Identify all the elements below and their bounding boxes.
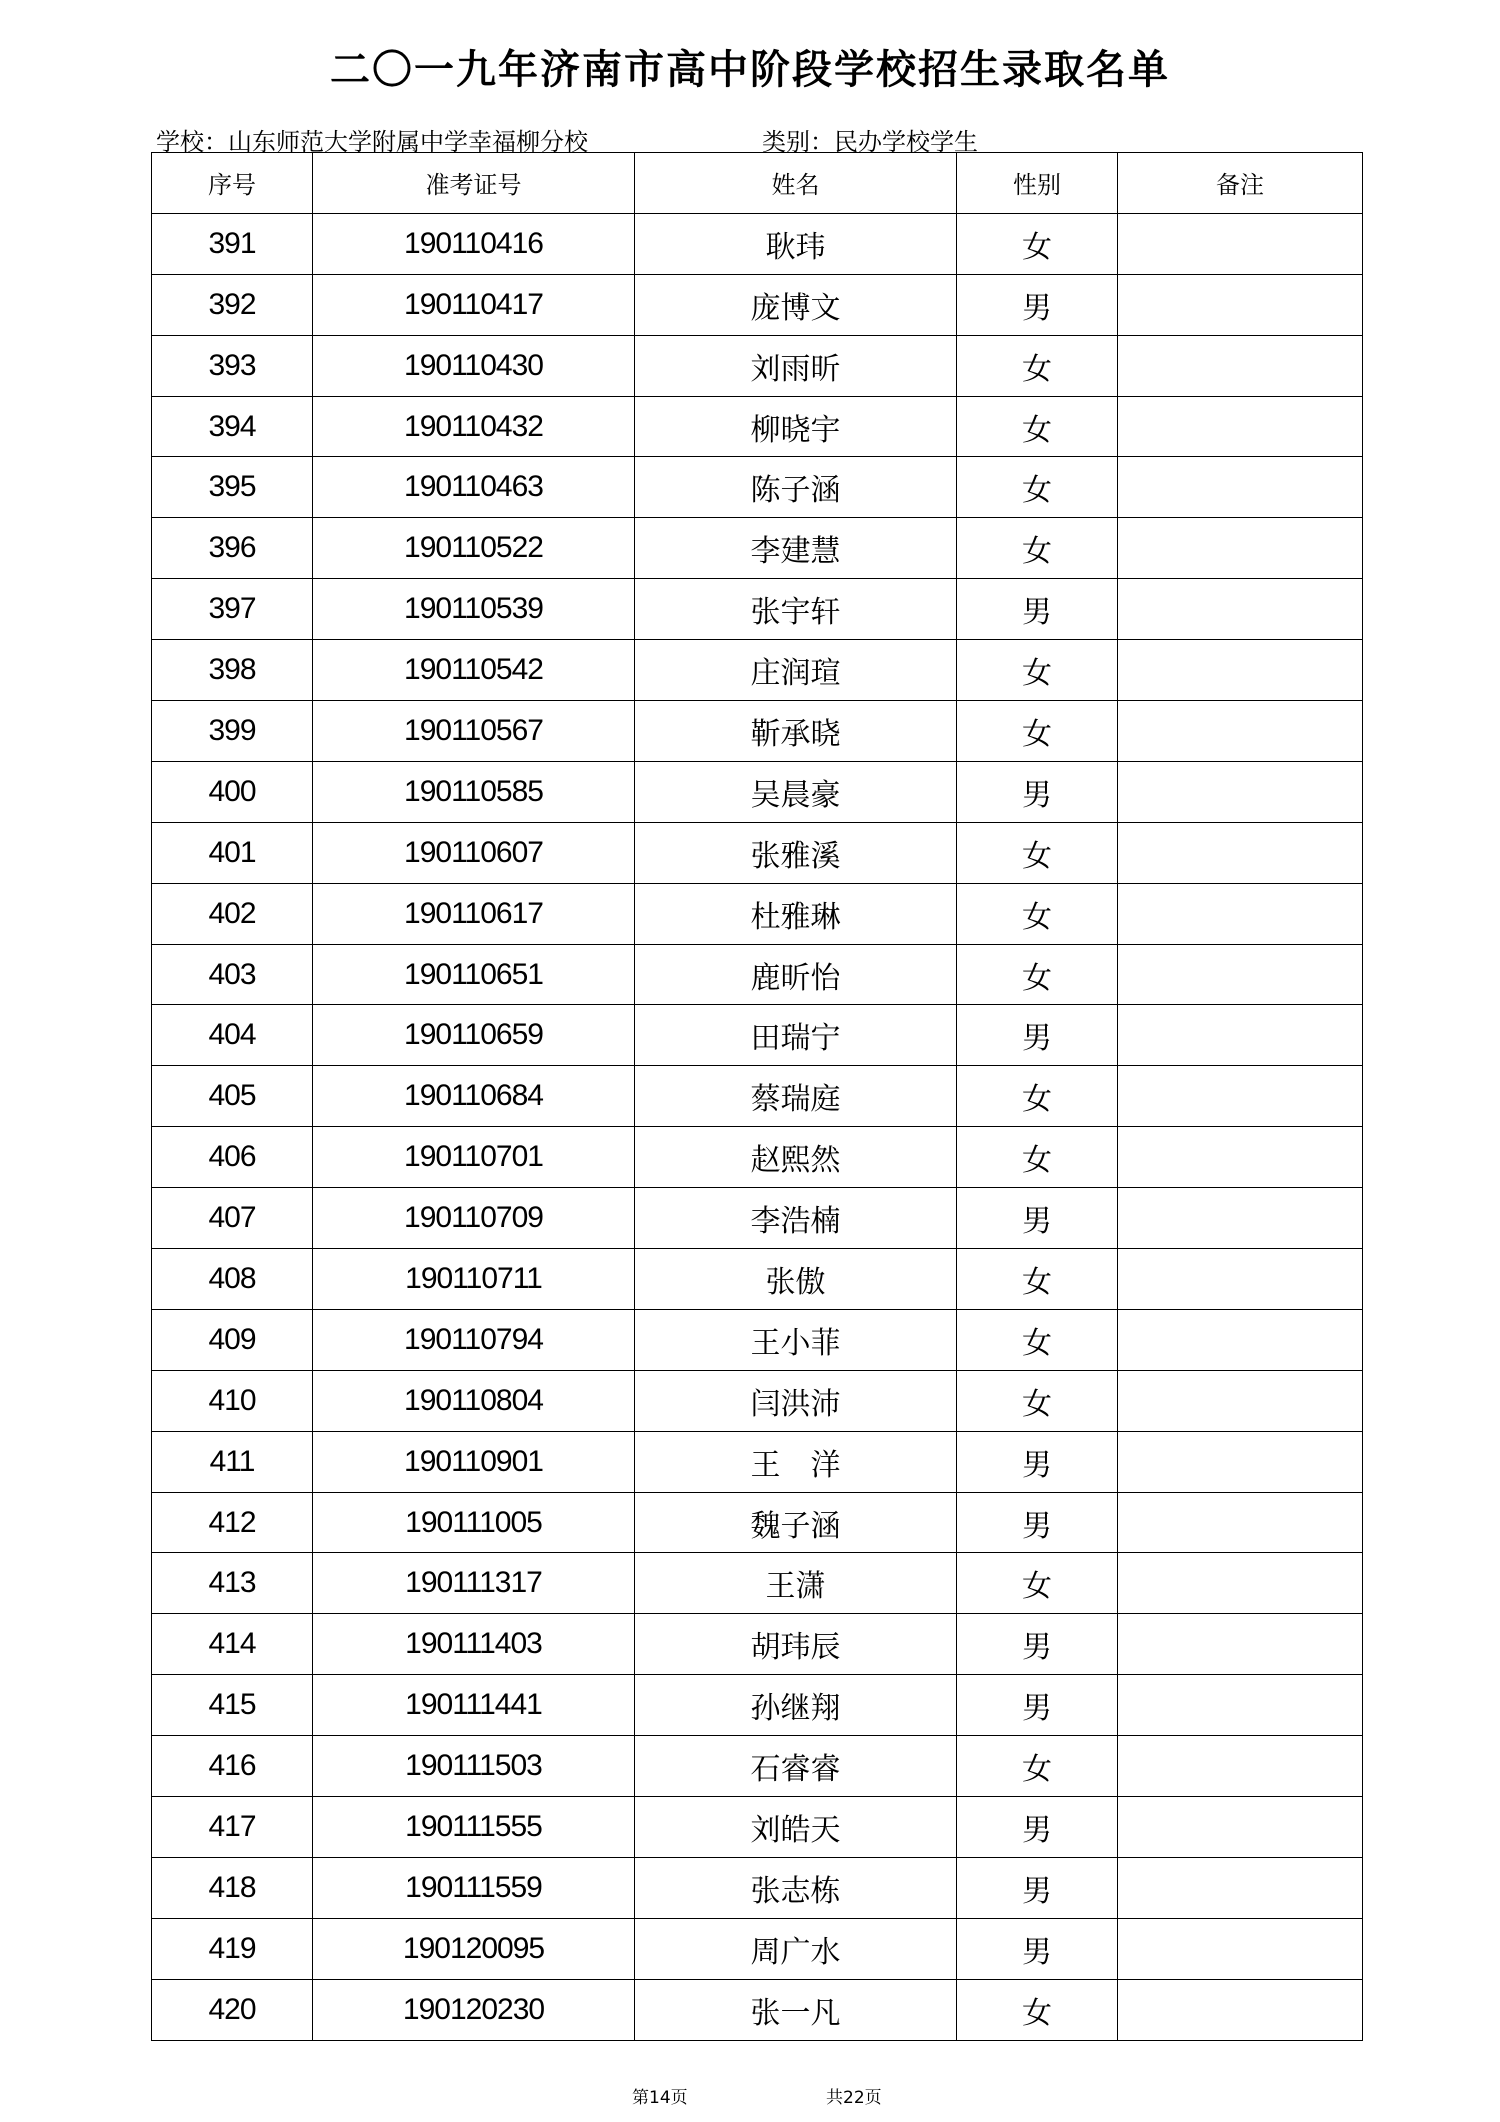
cell-remarks [1118,1492,1363,1553]
cell-name: 柳晓宇 [635,396,957,457]
cell-gender: 男 [957,1857,1118,1918]
cell-seq: 405 [152,1066,313,1127]
table-row [152,1431,1363,1492]
cell-name: 魏子涵 [635,1492,957,1553]
cell-gender: 男 [957,1492,1118,1553]
cell-gender: 女 [957,944,1118,1005]
cell-seq: 412 [152,1492,313,1553]
cell-gender: 女 [957,1370,1118,1431]
cell-name: 张傲 [635,1249,957,1310]
table-header-row [152,153,1363,214]
cell-name: 张宇轩 [635,579,957,640]
cell-gender: 女 [957,396,1118,457]
cell-seq: 407 [152,1188,313,1249]
page-title: 二〇一九年济南市高中阶段学校招生录取名单 [330,47,1170,93]
cell-seq: 402 [152,883,313,944]
table-row [152,335,1363,396]
cell-seq: 392 [152,274,313,335]
cell-remarks [1118,944,1363,1005]
page-number: 第14页 [632,2088,688,2108]
cell-seq: 409 [152,1309,313,1370]
cell-remarks [1118,640,1363,701]
cell-seq: 401 [152,822,313,883]
cell-gender: 女 [957,1736,1118,1797]
cell-name: 靳承晓 [635,701,957,762]
cell-exam-id: 190111403 [313,1614,635,1675]
cell-name: 石睿睿 [635,1736,957,1797]
table-row [152,1553,1363,1614]
cell-remarks [1118,1553,1363,1614]
cell-gender: 女 [957,883,1118,944]
table-row [152,457,1363,518]
cell-seq: 397 [152,579,313,640]
cell-name: 杜雅琳 [635,883,957,944]
cell-gender: 女 [957,518,1118,579]
cell-remarks [1118,1736,1363,1797]
cell-remarks [1118,1370,1363,1431]
cell-seq: 418 [152,1857,313,1918]
cell-gender: 女 [957,1553,1118,1614]
table-row [152,1127,1363,1188]
cell-gender: 女 [957,701,1118,762]
cell-name: 周广水 [635,1918,957,1979]
cell-seq: 391 [152,213,313,274]
table-row [152,1370,1363,1431]
cell-gender: 女 [957,1309,1118,1370]
cell-remarks [1118,1857,1363,1918]
cell-seq: 410 [152,1370,313,1431]
cell-remarks [1118,1614,1363,1675]
cell-seq: 406 [152,1127,313,1188]
cell-remarks [1118,274,1363,335]
cell-exam-id: 190110901 [313,1431,635,1492]
cell-name: 胡玮辰 [635,1614,957,1675]
cell-exam-id: 190120095 [313,1918,635,1979]
cell-name: 田瑞宁 [635,1005,957,1066]
cell-exam-id: 190110539 [313,579,635,640]
table-row [152,640,1363,701]
cell-exam-id: 190110607 [313,822,635,883]
cell-gender: 男 [957,1675,1118,1736]
cell-exam-id: 190110585 [313,761,635,822]
cell-remarks [1118,1309,1363,1370]
cell-seq: 416 [152,1736,313,1797]
cell-gender: 女 [957,640,1118,701]
table-row [152,579,1363,640]
cell-name: 王潇 [635,1553,957,1614]
cell-exam-id: 190111317 [313,1553,635,1614]
cell-gender: 男 [957,1797,1118,1858]
cell-exam-id: 190110709 [313,1188,635,1249]
cell-seq: 413 [152,1553,313,1614]
table-row [152,1979,1363,2040]
cell-gender: 女 [957,1127,1118,1188]
cell-exam-id: 190111503 [313,1736,635,1797]
cell-exam-id: 190110430 [313,335,635,396]
cell-gender: 男 [957,274,1118,335]
cell-name: 张雅溪 [635,822,957,883]
cell-exam-id: 190111559 [313,1857,635,1918]
cell-remarks [1118,335,1363,396]
cell-exam-id: 190110463 [313,457,635,518]
cell-remarks [1118,1066,1363,1127]
cell-remarks [1118,457,1363,518]
cell-remarks [1118,1249,1363,1310]
header-exam-id: 准考证号 [313,153,635,214]
cell-name: 刘皓天 [635,1797,957,1858]
cell-name: 李浩楠 [635,1188,957,1249]
table-row [152,1249,1363,1310]
cell-seq: 408 [152,1249,313,1310]
cell-name: 孙继翔 [635,1675,957,1736]
table-row [152,1309,1363,1370]
table-row [152,213,1363,274]
table-row [152,1675,1363,1736]
cell-name: 庞博文 [635,274,957,335]
admission-table [151,152,1363,2041]
table-row [152,1188,1363,1249]
table-row [152,822,1363,883]
cell-remarks [1118,883,1363,944]
header-name: 姓名 [635,153,957,214]
table-row [152,1736,1363,1797]
cell-remarks [1118,1005,1363,1066]
cell-name: 耿玮 [635,213,957,274]
category-label: 类别：民办学校学生 [762,128,978,156]
table-row [152,944,1363,1005]
cell-gender: 男 [957,1918,1118,1979]
cell-gender: 男 [957,1431,1118,1492]
cell-remarks [1118,701,1363,762]
cell-gender: 女 [957,1979,1118,2040]
cell-name: 赵熙然 [635,1127,957,1188]
cell-gender: 女 [957,335,1118,396]
cell-gender: 女 [957,822,1118,883]
cell-name: 张志栋 [635,1857,957,1918]
table-row [152,1918,1363,1979]
cell-remarks [1118,396,1363,457]
cell-exam-id: 190110432 [313,396,635,457]
header-remarks: 备注 [1118,153,1363,214]
cell-name: 闫洪沛 [635,1370,957,1431]
cell-name: 李建慧 [635,518,957,579]
cell-name: 鹿昕怡 [635,944,957,1005]
table-row [152,1066,1363,1127]
cell-exam-id: 190110711 [313,1249,635,1310]
cell-seq: 394 [152,396,313,457]
cell-remarks [1118,1979,1363,2040]
table-row [152,883,1363,944]
school-label: 学校：山东师范大学附属中学幸福柳分校 [156,128,588,156]
cell-name: 张一凡 [635,1979,957,2040]
cell-seq: 417 [152,1797,313,1858]
cell-seq: 393 [152,335,313,396]
cell-name: 刘雨昕 [635,335,957,396]
cell-remarks [1118,822,1363,883]
header-seq: 序号 [152,153,313,214]
table-row [152,274,1363,335]
cell-gender: 男 [957,1005,1118,1066]
page-total: 共22页 [826,2088,882,2108]
cell-remarks [1118,761,1363,822]
cell-gender: 女 [957,213,1118,274]
cell-remarks [1118,1431,1363,1492]
cell-seq: 411 [152,1431,313,1492]
table-row [152,1797,1363,1858]
cell-name: 庄润瑄 [635,640,957,701]
cell-exam-id: 190110567 [313,701,635,762]
table-row [152,761,1363,822]
cell-exam-id: 190110651 [313,944,635,1005]
cell-remarks [1118,1188,1363,1249]
cell-gender: 男 [957,579,1118,640]
cell-exam-id: 190110804 [313,1370,635,1431]
cell-name: 王小菲 [635,1309,957,1370]
cell-seq: 414 [152,1614,313,1675]
cell-seq: 398 [152,640,313,701]
cell-seq: 420 [152,1979,313,2040]
cell-exam-id: 190110684 [313,1066,635,1127]
cell-exam-id: 190120230 [313,1979,635,2040]
table-row [152,1857,1363,1918]
cell-seq: 419 [152,1918,313,1979]
cell-exam-id: 190110542 [313,640,635,701]
cell-exam-id: 190110522 [313,518,635,579]
cell-exam-id: 190110417 [313,274,635,335]
cell-remarks [1118,579,1363,640]
cell-exam-id: 190111555 [313,1797,635,1858]
cell-remarks [1118,1675,1363,1736]
table-row [152,1005,1363,1066]
cell-seq: 399 [152,701,313,762]
cell-seq: 403 [152,944,313,1005]
cell-remarks [1118,1797,1363,1858]
cell-gender: 女 [957,1249,1118,1310]
cell-gender: 男 [957,761,1118,822]
cell-name: 王 洋 [635,1431,957,1492]
cell-gender: 女 [957,457,1118,518]
table-row [152,518,1363,579]
table-row [152,1492,1363,1553]
cell-exam-id: 190110701 [313,1127,635,1188]
cell-remarks [1118,1127,1363,1188]
cell-remarks [1118,518,1363,579]
cell-exam-id: 190111005 [313,1492,635,1553]
cell-gender: 男 [957,1188,1118,1249]
table-row [152,701,1363,762]
cell-gender: 男 [957,1614,1118,1675]
cell-gender: 女 [957,1066,1118,1127]
cell-seq: 404 [152,1005,313,1066]
cell-exam-id: 190110794 [313,1309,635,1370]
cell-exam-id: 190110416 [313,213,635,274]
cell-seq: 395 [152,457,313,518]
cell-seq: 415 [152,1675,313,1736]
cell-name: 陈子涵 [635,457,957,518]
table-row [152,1614,1363,1675]
cell-exam-id: 190111441 [313,1675,635,1736]
cell-exam-id: 190110659 [313,1005,635,1066]
table-row [152,396,1363,457]
header-gender: 性别 [957,153,1118,214]
cell-seq: 396 [152,518,313,579]
cell-name: 蔡瑞庭 [635,1066,957,1127]
cell-remarks [1118,213,1363,274]
cell-seq: 400 [152,761,313,822]
cell-remarks [1118,1918,1363,1979]
cell-name: 吴晨豪 [635,761,957,822]
cell-exam-id: 190110617 [313,883,635,944]
